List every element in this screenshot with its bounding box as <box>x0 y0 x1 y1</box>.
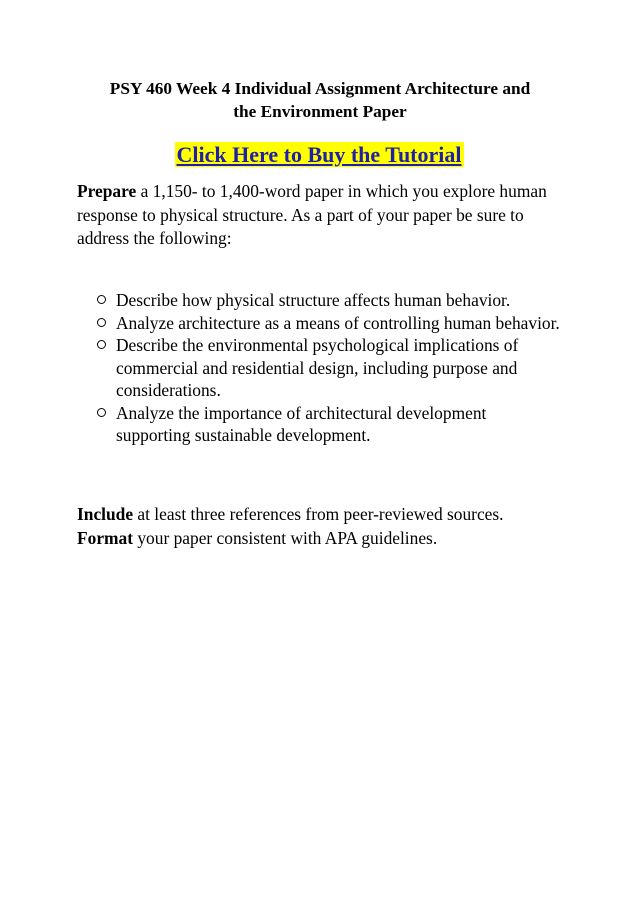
buy-link-container <box>0 141 638 169</box>
bullet-icon <box>97 408 106 417</box>
list-item-text: Analyze the importance of architectural development supporting sustainable development. <box>116 402 487 445</box>
intro-lead: Prepare <box>77 181 137 201</box>
format-text: your paper consistent with APA guidelines. <box>133 527 438 548</box>
bullet-icon <box>97 318 106 327</box>
requirements-list <box>95 289 565 447</box>
intro-text: a 1,150- to 1,400-word paper in which you explore human response to physical structure. As a part of your paper be sure to address the following: <box>77 181 547 248</box>
format-lead: Format <box>77 527 134 548</box>
document-title <box>60 77 580 123</box>
buy-tutorial-link[interactable]: Click Here to Buy the Tutorial <box>176 142 462 167</box>
title-line-1: PSY 460 Week 4 Individual Assignment Architecture and <box>109 79 531 98</box>
bullet-icon <box>97 295 106 304</box>
intro-paragraph <box>77 180 567 251</box>
list-item-text: Describe the environmental psychological implications of commercial and residential design, including purpose and considerations. <box>116 335 519 400</box>
list-item-text: Analyze architecture as a means of controlling human behavior. <box>116 312 560 333</box>
list-item <box>95 312 565 335</box>
list-item <box>95 402 565 447</box>
title-line-2: the Environment Paper <box>233 102 407 121</box>
include-lead: Include <box>77 504 134 524</box>
list-item-text: Describe how physical structure affects human behavior. <box>116 290 511 310</box>
include-line <box>77 503 567 527</box>
closing-paragraph <box>77 503 567 550</box>
format-line <box>77 527 567 551</box>
bullet-icon <box>97 340 106 349</box>
include-text: at least three references from peer-reviewed sources. <box>133 504 504 524</box>
list-item <box>95 334 565 402</box>
list-item <box>95 289 565 312</box>
